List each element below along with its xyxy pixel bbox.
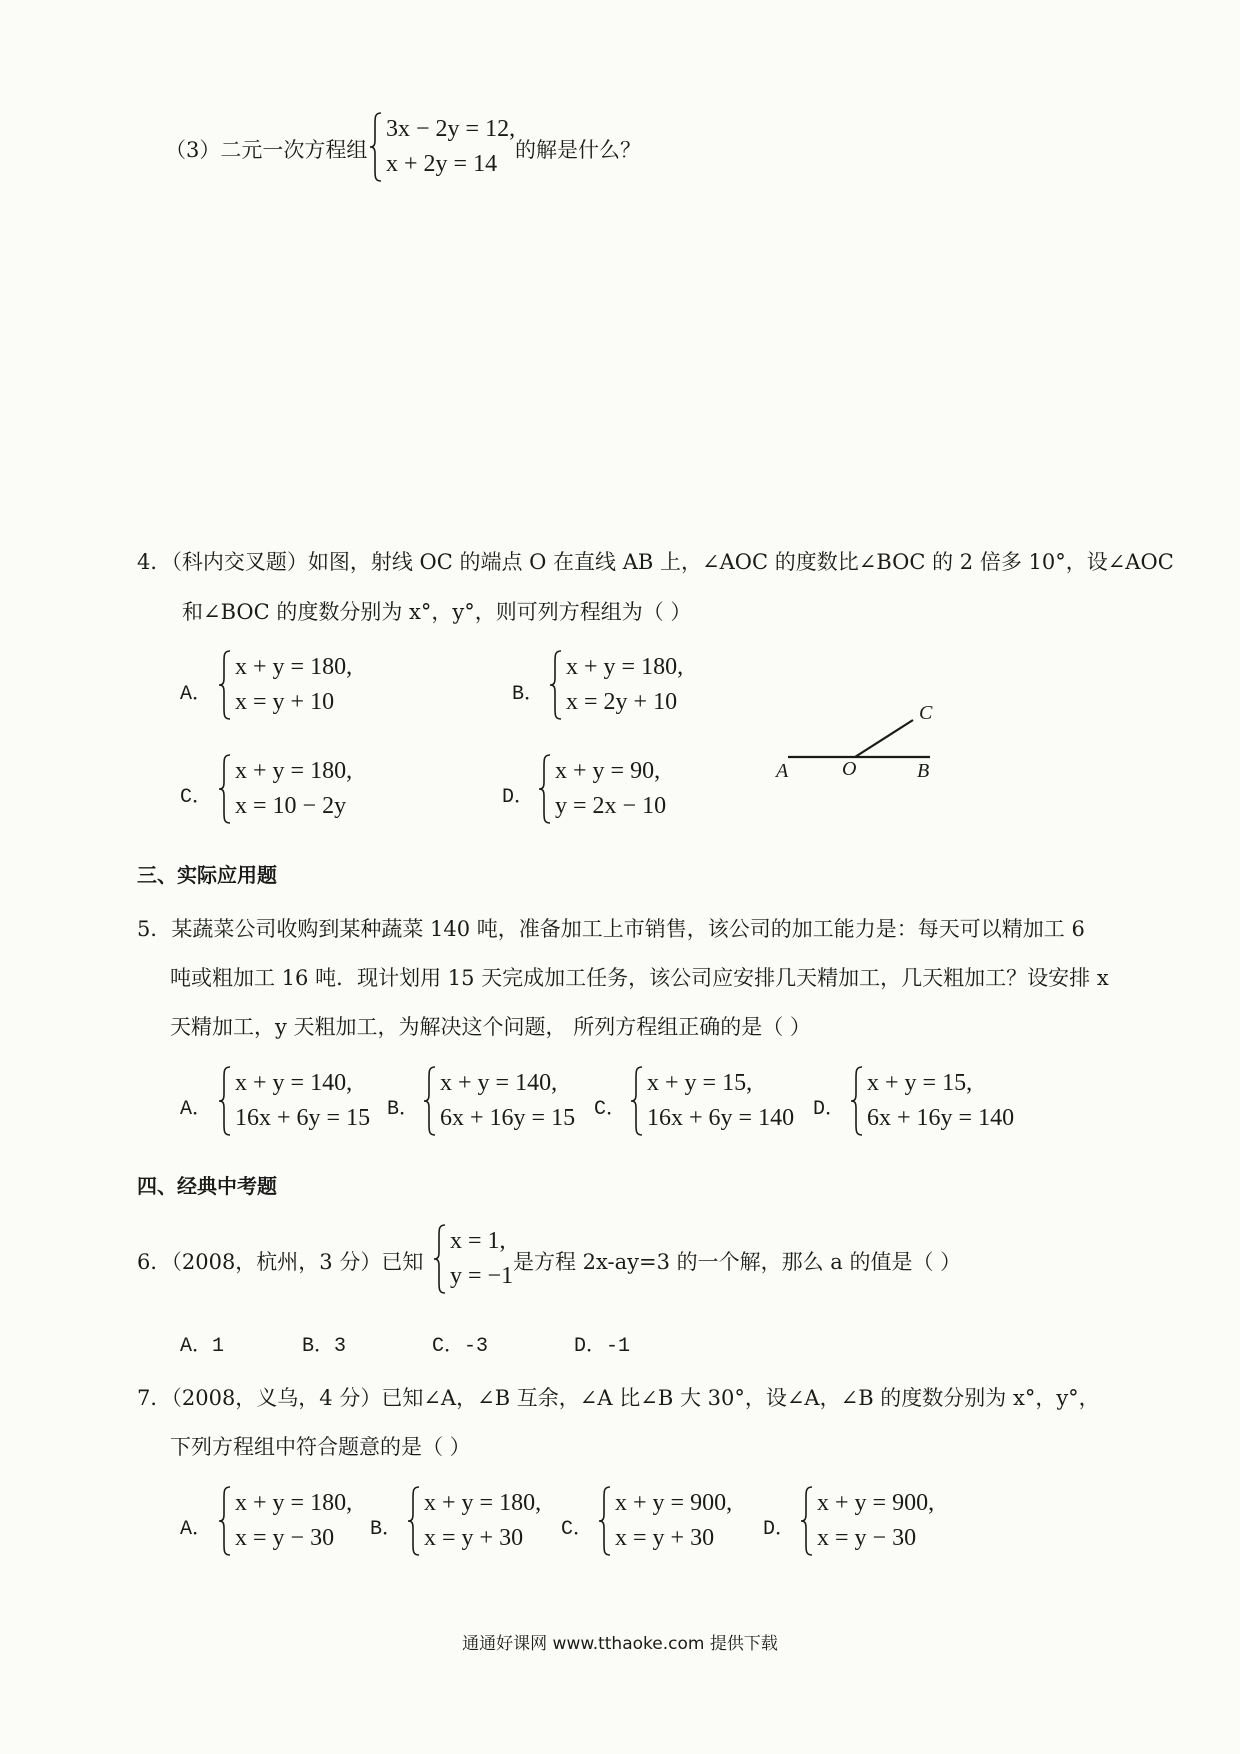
- q7-option-c[interactable]: [598, 1486, 732, 1556]
- equation-2: x = y + 30: [424, 1525, 524, 1551]
- q5-line-3: 天精加工，y 天粗加工，为解决这个问题， 所列方程组正确的是（ ）: [170, 1015, 811, 1039]
- q4-option-d[interactable]: [538, 754, 666, 824]
- q5-option-c[interactable]: [630, 1066, 794, 1136]
- brace-icon: [598, 1486, 612, 1556]
- q7-line-2: 下列方程组中符合题意的是（ ）: [170, 1435, 471, 1459]
- equation-1: x + y = 900,: [817, 1490, 935, 1516]
- q4-option-a-label: A．: [180, 683, 213, 706]
- q5-option-c-label: C．: [594, 1098, 627, 1121]
- brace-icon: [218, 650, 232, 720]
- q5-option-a-label: A．: [180, 1098, 213, 1121]
- point-b-label: B: [917, 760, 930, 782]
- q6-option-d[interactable]: D．-1: [574, 1335, 631, 1358]
- q6-prefix: 6．（2008，杭州，3 分）已知: [137, 1250, 424, 1274]
- equation-2: 6x + 16y = 15: [440, 1105, 576, 1131]
- q4-line-1: 4．（科内交叉题）如图，射线 OC 的端点 O 在直线 AB 上，∠AOC 的度数比∠BOC 的 2 倍多 10°，设∠AOC: [137, 550, 1174, 574]
- section-heading-exam: 四、经典中考题: [137, 1174, 277, 1198]
- q3-prefix: （3）二元一次方程组: [165, 138, 368, 162]
- q5-option-b[interactable]: [423, 1066, 575, 1136]
- equation-1: 3x − 2y = 12,: [386, 116, 516, 142]
- q7-option-d[interactable]: [800, 1486, 934, 1556]
- equation-2: x = 2y + 10: [566, 689, 678, 715]
- q7-option-b[interactable]: [407, 1486, 541, 1556]
- q4-option-c[interactable]: [218, 754, 352, 824]
- equation-2: x + 2y = 14: [386, 151, 498, 177]
- q4-option-b[interactable]: [549, 650, 683, 720]
- brace-icon: [433, 1224, 447, 1294]
- page-footer: 通通好课网 www.tthaoke.com 提供下载: [462, 1634, 778, 1654]
- equation-1: x + y = 900,: [615, 1490, 733, 1516]
- equation-1: x = 1,: [450, 1228, 506, 1254]
- point-a-label: A: [776, 760, 789, 782]
- equation-2: x = y + 10: [235, 689, 335, 715]
- q7-line-1: 7．（2008，义乌，4 分）已知∠A，∠B 互余，∠A 比∠B 大 30°，设∠A，∠B 的度数分别为 x°，y°，: [137, 1386, 1100, 1410]
- equation-2: x = y − 30: [235, 1525, 335, 1551]
- q4-option-c-label: C．: [180, 786, 213, 809]
- equation-1: x + y = 15,: [647, 1070, 753, 1096]
- equation-1: x + y = 180,: [235, 654, 353, 680]
- brace-icon: [850, 1066, 864, 1136]
- q5-option-b-label: B．: [387, 1098, 420, 1121]
- equation-1: x + y = 180,: [235, 1490, 353, 1516]
- equation-1: x + y = 140,: [235, 1070, 353, 1096]
- q4-option-d-label: D．: [502, 786, 535, 809]
- equation-2: 16x + 6y = 140: [647, 1105, 795, 1131]
- q5-line-2: 吨或粗加工 16 吨．现计划用 15 天完成加工任务，该公司应安排几天精加工，几天粗加工？设安排 x: [170, 966, 1109, 990]
- brace-icon: [369, 112, 383, 182]
- q7-option-a[interactable]: [218, 1486, 352, 1556]
- q6-option-a[interactable]: A．1: [180, 1335, 225, 1358]
- q4-line-2: 和∠BOC 的度数分别为 x°，y°，则可列方程组为（ ）: [182, 600, 692, 624]
- point-o-label: O: [842, 758, 857, 780]
- q5-option-a[interactable]: [218, 1066, 370, 1136]
- q7-option-b-label: B．: [370, 1518, 403, 1541]
- q7-option-a-label: A．: [180, 1518, 213, 1541]
- q7-option-c-label: C．: [561, 1518, 594, 1541]
- equation-2: y = −1: [450, 1263, 514, 1289]
- q6-option-b[interactable]: B．3: [302, 1335, 347, 1358]
- q5-option-d[interactable]: [850, 1066, 1014, 1136]
- equation-1: x + y = 180,: [235, 758, 353, 784]
- equation-1: x + y = 140,: [440, 1070, 558, 1096]
- equation-2: y = 2x − 10: [555, 793, 667, 819]
- equation-2: x = y − 30: [817, 1525, 917, 1551]
- q6-solution-system: [433, 1224, 513, 1294]
- ray-oc: [855, 720, 913, 757]
- brace-icon: [800, 1486, 814, 1556]
- equation-1: x + y = 180,: [424, 1490, 542, 1516]
- brace-icon: [218, 754, 232, 824]
- q4-option-a[interactable]: [218, 650, 352, 720]
- equation-1: x + y = 90,: [555, 758, 661, 784]
- q5-line-1: 5．某蔬菜公司收购到某种蔬菜 140 吨，准备加工上市销售，该公司的加工能力是：每天可以精加工 6: [137, 917, 1085, 941]
- brace-icon: [218, 1066, 232, 1136]
- equation-2: x = y + 30: [615, 1525, 715, 1551]
- brace-icon: [538, 754, 552, 824]
- equation-2: 6x + 16y = 140: [867, 1105, 1015, 1131]
- q7-option-d-label: D．: [763, 1518, 796, 1541]
- brace-icon: [407, 1486, 421, 1556]
- brace-icon: [549, 650, 563, 720]
- point-c-label: C: [919, 702, 933, 724]
- q6-suffix: 是方程 2x-ay=3 的一个解，那么 a 的值是（ ）: [513, 1250, 962, 1274]
- equation-2: x = 10 − 2y: [235, 793, 347, 819]
- q6-option-c[interactable]: C．-3: [432, 1335, 489, 1358]
- q3-suffix: 的解是什么？: [515, 138, 641, 162]
- equation-2: 16x + 6y = 15: [235, 1105, 371, 1131]
- q5-option-d-label: D．: [813, 1098, 846, 1121]
- equation-1: x + y = 180,: [566, 654, 684, 680]
- equation-1: x + y = 15,: [867, 1070, 973, 1096]
- q4-option-b-label: B．: [512, 683, 545, 706]
- brace-icon: [218, 1486, 232, 1556]
- section-heading-applied: 三、实际应用题: [137, 863, 277, 887]
- brace-icon: [423, 1066, 437, 1136]
- brace-icon: [630, 1066, 644, 1136]
- q3-equation-system: [369, 112, 515, 182]
